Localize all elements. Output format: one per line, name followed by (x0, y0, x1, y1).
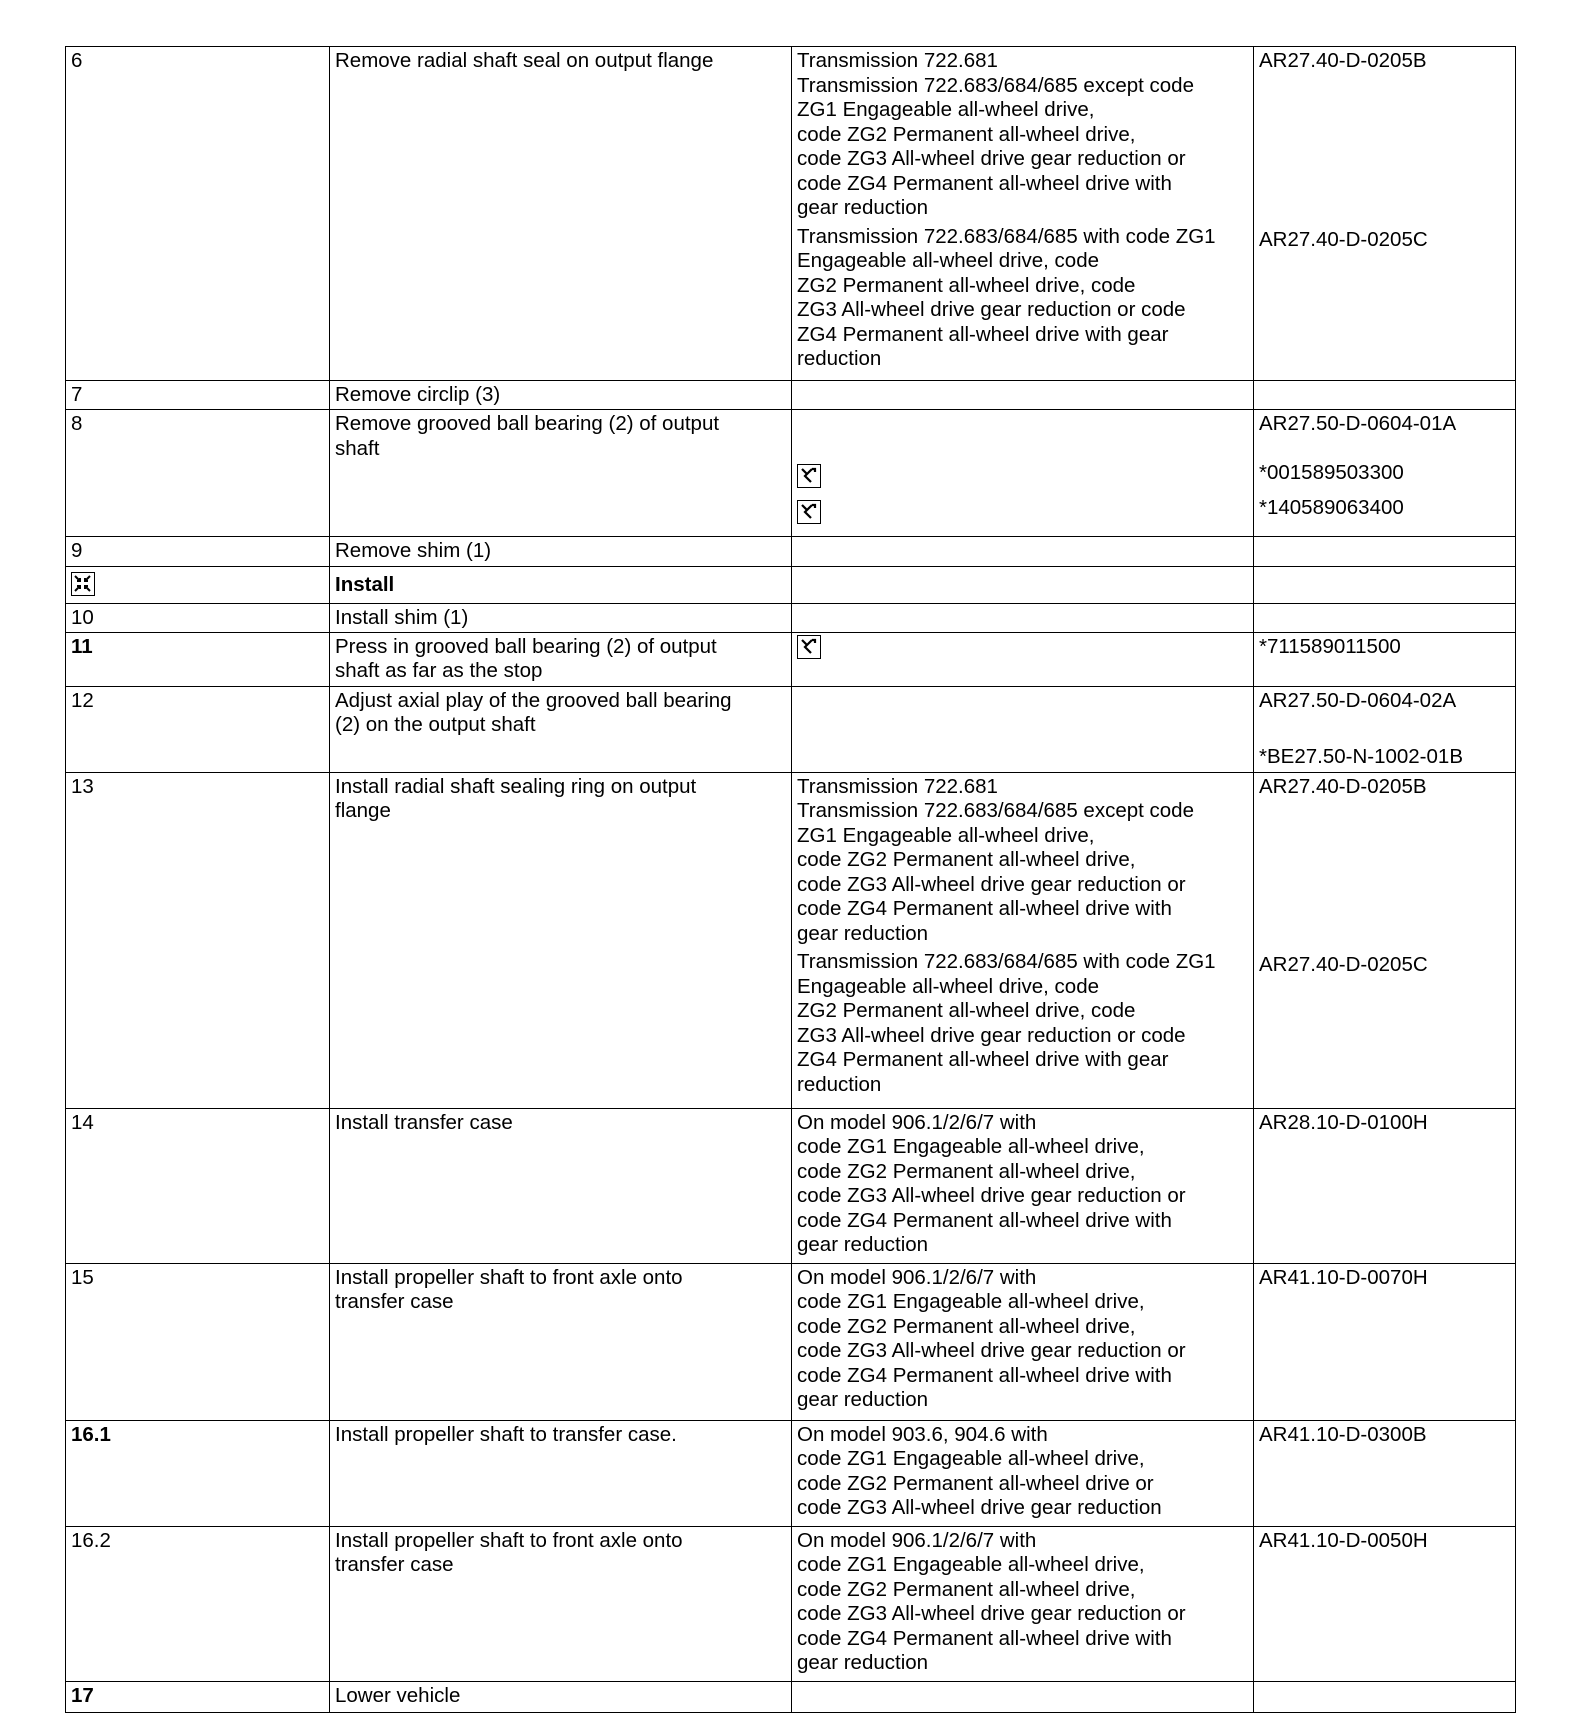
reference-link[interactable]: AR28.10-D-0100H (1259, 1110, 1428, 1134)
tool-number[interactable]: *711589011500 (1259, 634, 1401, 658)
reference-link[interactable]: *BE27.50-N-1002-01B (1259, 745, 1463, 768)
step-number: 12 (66, 686, 330, 772)
reference-link[interactable]: AR41.10-D-0070H (1259, 1265, 1428, 1289)
step-number: 6 (66, 47, 330, 381)
condition-note: Transmission 722.683/684/685 with code ZG1 Engageable all-wheel drive, code ZG2 Permanent all-wheel drive, code ZG3 All-wheel drive gear reduction or code ZG4 Permanent all-wheel drive with gear reduction (797, 224, 1216, 370)
table-row (66, 604, 1516, 633)
step-number: 11 (66, 632, 330, 686)
step-number: 16.2 (66, 1526, 330, 1681)
step-action: Adjust axial play of the grooved ball bearing (2) on the output shaft (330, 686, 792, 772)
reference-link[interactable]: AR27.40-D-0205C (1259, 227, 1428, 251)
special-tool-icon (797, 464, 821, 488)
step-action: Remove radial shaft seal on output flange (330, 47, 792, 381)
table-row (66, 1263, 1516, 1420)
condition-note: Transmission 722.683/684/685 with code ZG1 Engageable all-wheel drive, code ZG2 Permanent all-wheel drive, code ZG3 All-wheel drive gear reduction or code ZG4 Permanent all-wheel drive with gear reduction (797, 950, 1216, 1096)
step-action: Install propeller shaft to transfer case. (330, 1420, 792, 1526)
step-number: 15 (66, 1263, 330, 1420)
step-action: Lower vehicle (330, 1681, 792, 1712)
reference-link[interactable]: AR27.40-D-0205B (1259, 774, 1427, 798)
step-number: 7 (66, 381, 330, 410)
table-row (66, 537, 1516, 567)
table-row (66, 1681, 1516, 1712)
step-action: Install transfer case (330, 1108, 792, 1263)
step-number: 9 (66, 537, 330, 567)
table-row (66, 1108, 1516, 1263)
section-heading-install: Install (330, 567, 792, 604)
table-row (66, 47, 1516, 381)
table-row (66, 772, 1516, 1108)
step-number: 17 (66, 1681, 330, 1712)
table-row (66, 632, 1516, 686)
condition-note: On model 906.1/2/6/7 with code ZG1 Engageable all-wheel drive, code ZG2 Permanent all-wheel drive, code ZG3 All-wheel drive gear reduction or code ZG4 Permanent all-wheel drive with gear reduction (797, 1528, 1186, 1674)
reference-link[interactable]: AR27.50-D-0604-02A (1259, 688, 1457, 712)
step-action: Install propeller shaft to front axle onto transfer case (330, 1526, 792, 1681)
reference-link[interactable]: AR41.10-D-0300B (1259, 1422, 1427, 1446)
condition-note: On model 906.1/2/6/7 with code ZG1 Engageable all-wheel drive, code ZG2 Permanent all-wheel drive, code ZG3 All-wheel drive gear reduction or code ZG4 Permanent all-wheel drive with gear reduction (797, 1265, 1186, 1411)
step-number: 13 (66, 772, 330, 1108)
step-number: 16.1 (66, 1420, 330, 1526)
step-action: Install radial shaft sealing ring on output flange (330, 772, 792, 1108)
table-row (66, 381, 1516, 410)
reference-link[interactable]: AR27.40-D-0205C (1259, 953, 1428, 976)
step-action: Install shim (1) (330, 604, 792, 633)
condition-note: Transmission 722.681 Transmission 722.683/684/685 except code ZG1 Engageable all-wheel drive, code ZG2 Permanent all-wheel drive, code ZG3 All-wheel drive gear reduction or code ZG4 Permanent all-wheel drive with gear reduction (797, 774, 1194, 945)
table-row (66, 567, 1516, 604)
tool-number[interactable]: *001589503300 (1259, 460, 1404, 484)
special-tool-icon (797, 635, 821, 659)
table-row (66, 410, 1516, 537)
step-number: 14 (66, 1108, 330, 1263)
table-row (66, 686, 1516, 772)
step-number: 8 (66, 410, 330, 537)
condition-note: On model 906.1/2/6/7 with code ZG1 Engageable all-wheel drive, code ZG2 Permanent all-wheel drive, code ZG3 All-wheel drive gear reduction or code ZG4 Permanent all-wheel drive with gear reduction (797, 1110, 1186, 1256)
procedure-table (65, 46, 1516, 1713)
special-tool-icon (797, 500, 821, 524)
tool-number[interactable]: *140589063400 (1259, 496, 1404, 519)
step-action: Remove shim (1) (330, 537, 792, 567)
step-action: Install propeller shaft to front axle onto transfer case (330, 1263, 792, 1420)
condition-note: Transmission 722.681 Transmission 722.683/684/685 except code ZG1 Engageable all-wheel drive, code ZG2 Permanent all-wheel drive, code ZG3 All-wheel drive gear reduction or code ZG4 Permanent all-wheel drive with gear reduction (797, 49, 1194, 219)
reference-link[interactable]: AR27.40-D-0205B (1259, 49, 1427, 72)
condition-note: On model 903.6, 904.6 with code ZG1 Engageable all-wheel drive, code ZG2 Permanent all-wheel drive or code ZG3 All-wheel drive gear reduction (797, 1422, 1162, 1519)
step-number: 10 (66, 604, 330, 633)
step-action: Remove grooved ball bearing (2) of output shaft (330, 410, 792, 537)
table-row (66, 1420, 1516, 1526)
step-action: Press in grooved ball bearing (2) of output shaft as far as the stop (330, 632, 792, 686)
reference-link[interactable]: AR27.50-D-0604-01A (1259, 412, 1457, 435)
install-symbol-icon (71, 572, 95, 596)
step-action: Remove circlip (3) (330, 381, 792, 410)
reference-link[interactable]: AR41.10-D-0050H (1259, 1528, 1428, 1552)
table-row (66, 1526, 1516, 1681)
